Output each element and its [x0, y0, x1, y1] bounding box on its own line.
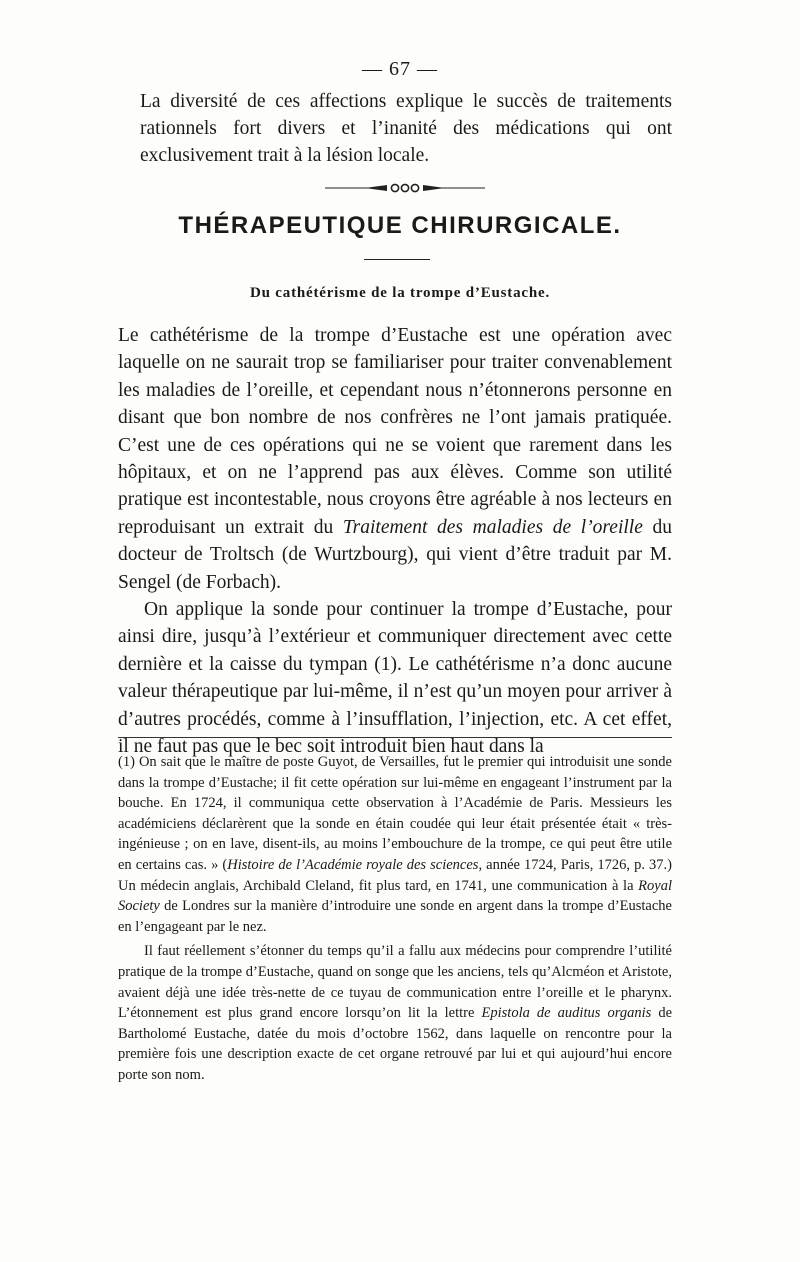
footnotes [118, 752, 672, 1086]
ornament-divider [325, 182, 485, 194]
footnote-2: Il faut réellement s’étonner du temps qu’il a fallu aux médecins pour comprendre l’utilité pratique de la trompe d’Eustache, quand on songe que les anciens, tels qu’Alcméon et Aristote, avaient déjà une idée très-nette de ce tuyau de communication entre l’oreille et le pharynx. L’étonnement est plus grand encore lorsqu’on lit la lettre Epistola de auditus organis de Bartholomé Eustache, datée du mois d’octobre 1562, dans laquelle on rencontre pour la première fois une description exacte de cet organe retrouvé par lui et qui aujourd’hui encore porte son nom. [118, 943, 673, 1083]
footnote-1: (1) On sait que le maître de poste Guyot, de Versailles, fut le premier qui introduisit une sonde dans la trompe d’Eustache; il fit cette opération sur lui-même en engageant l’instrument par la bouche. En 1724, il communiqua cette observation à l’Académie de Paris. Messieurs les académiciens déclarèrent que la sonde en étain coudée qui leur était présentée était « très-ingénieuse ; on en lave, disent-ils, au moins l’embouchure de la trompe, ce qui peut être utile en certains cas. » (Histoire de l’Académie royale des sciences, année 1724, Paris, 1726, p. 37.) Un médecin anglais, Archibald Cleland, fit plus tard, en 1741, une communication à la Royal Society de Londres sur la manière d’introduire une sonde en argent dans la trompe d’Eustache en l’engageant par le nez. [118, 754, 672, 935]
footnote-marker: (1) [118, 754, 135, 770]
subsection-title: Du cathétérisme de la trompe d’Eustache. [249, 285, 550, 301]
body-text [118, 322, 672, 761]
footnote-reference: (1) [374, 653, 397, 675]
footnote-separator [118, 737, 672, 738]
body-paragraph-1: Le cathétérisme de la trompe d’Eustache est une opération avec laquelle on ne saurait trop se familiariser pour traiter convenablement les maladies de l’oreille, et cependant nous n’étonnerons personne en disant que bon nombre de nos confrères ne l’ont jamais pratiquée. C’est une de ces opérations qui ne se voient que rarement dans les hôpitaux, et on ne l’apprend pas aux élèves. Comme son utilité pratique est incontestable, nous croyons être agréable à nos lecteurs en reproduisant un extrait du Traitement des maladies de l’oreille du docteur de Troltsch (de Wurtzbourg), qui vient d’être traduit par M. Sengel (de Forbach). [118, 325, 673, 593]
page-number: — 67 — [362, 58, 438, 80]
section-title: THÉRAPEUTIQUE CHIRURGICALE. [178, 212, 622, 239]
title-divider [364, 259, 430, 260]
intro-paragraph: La diversité de ces affections explique le succès de traitements rationnels fort divers et l’inanité des médications qui ont exclusivement trait à la lésion locale. [140, 91, 672, 166]
book-title: Traitement des maladies de l’oreille [342, 516, 643, 538]
body-paragraph-2: On applique la sonde pour continuer la trompe d’Eustache, pour ainsi dire, jusqu’à l’extérieur et communiquer directement avec cette dernière et la caisse du tympan (1). Le cathétérisme n’a donc aucune valeur thérapeutique par lui-même, il n’est qu’un moyen pour arriver à d’autres procédés, comme à l’insufflation, l’injection, etc. A cet effet, il ne faut pas que le bec soit introduit bien haut dans la [118, 599, 672, 758]
